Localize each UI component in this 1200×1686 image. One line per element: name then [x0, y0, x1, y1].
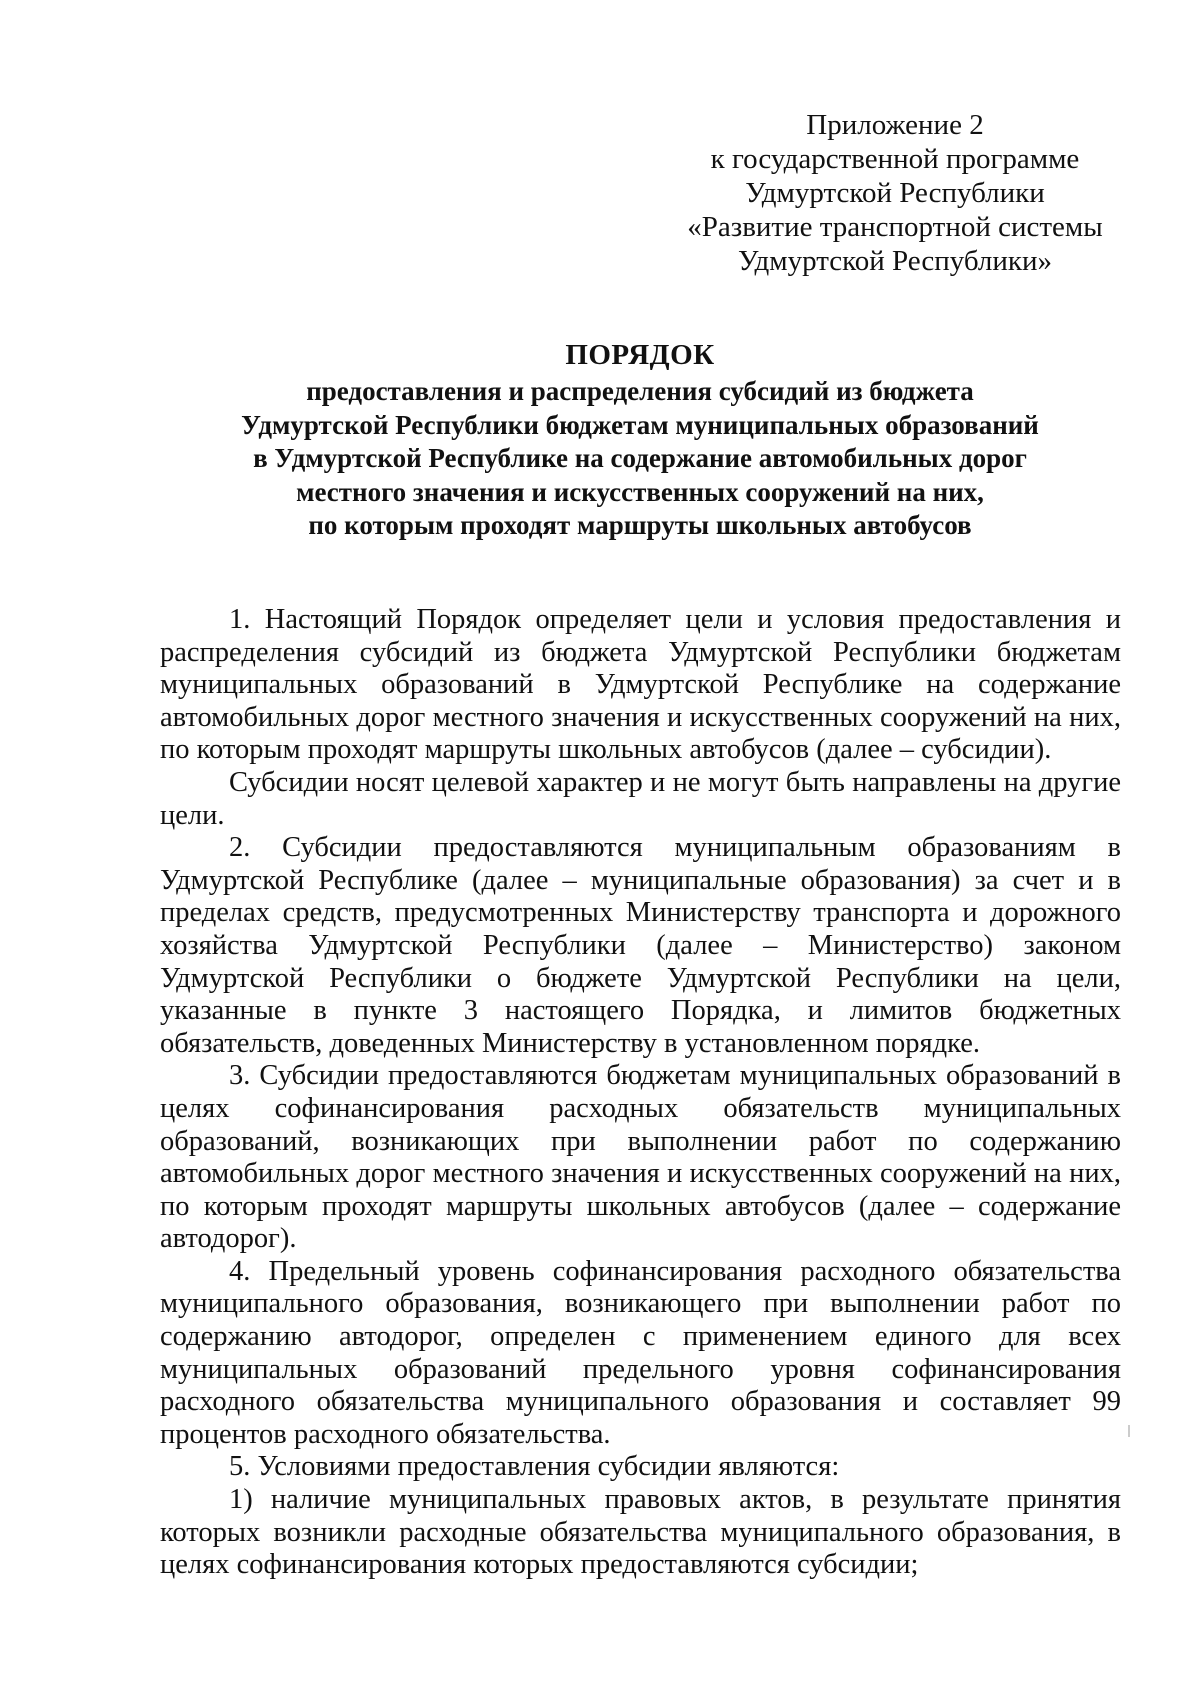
- appendix-line: к государственной программе: [710, 143, 1080, 175]
- document-body: [160, 604, 1121, 1582]
- appendix-line: Удмуртской Республики»: [738, 245, 1052, 277]
- document-subtitle: [160, 375, 1120, 543]
- subtitle-line: по которым проходят маршруты школьных автобусов: [308, 510, 972, 540]
- paragraph-5-item-1: 1) наличие муниципальных правовых актов, в результате принятия которых возникли расходные обязательства муниципального образования, в целях софинансирования которых предоставляются субсидии;: [160, 1484, 1121, 1581]
- document-title: ПОРЯДОК: [565, 339, 715, 371]
- scan-artifact: [1128, 1425, 1130, 1437]
- appendix-header: [680, 108, 1110, 278]
- paragraph-4: 4. Предельный уровень софинансирования расходного обязательства муниципального образования, возникающего при выполнении работ по содержанию автодорог, определен с применением единого для всех муниципальных образований предельного уровня софинансирования расходного обязательства муниципального образования и составляет 99 процентов расходного обязательства.: [160, 1255, 1121, 1450]
- paragraph-5: 5. Условиями предоставления субсидии являются:: [229, 1451, 840, 1483]
- appendix-line: Удмуртской Республики: [745, 177, 1045, 209]
- paragraph-1-continued: Субсидии носят целевой характер и не могут быть направлены на другие цели.: [160, 766, 1121, 831]
- appendix-line: «Развитие транспортной системы: [687, 211, 1103, 243]
- title-block: [160, 337, 1120, 543]
- appendix-line: Приложение 2: [806, 109, 984, 141]
- subtitle-line: в Удмуртской Республике на содержание автомобильных дорог: [253, 443, 1027, 473]
- subtitle-line: предоставления и распределения субсидий из бюджета: [306, 376, 974, 406]
- subtitle-line: Удмуртской Республики бюджетам муниципальных образований: [241, 409, 1039, 440]
- subtitle-line: местного значения и искусственных сооружений на них,: [296, 476, 984, 507]
- paragraph-2: 2. Субсидии предоставляются муниципальным образованиям в Удмуртской Республике (далее – муниципальные образования) за счет и в пределах средств, предусмотренных Министерству транспорта и дорожного хозяйства Удмуртской Республики (далее – Министерство) законом Удмуртской Республики о бюджете Удмуртской Республики на цели, указанные в пункте 3 настоящего Порядка, и лимитов бюджетных обязательств, доведенных Министерству в установленном порядке.: [160, 832, 1121, 1059]
- paragraph-3: 3. Субсидии предоставляются бюджетам муниципальных образований в целях софинансирования расходных обязательств муниципальных образований, возникающих при выполнении работ по содержанию автомобильных дорог местного значения и искусственных сооружений на них, по которым проходят маршруты школьных автобусов (далее – содержание автодорог).: [160, 1060, 1121, 1255]
- paragraph-1: 1. Настоящий Порядок определяет цели и условия предоставления и распределения субсидий из бюджета Удмуртской Республики бюджетам муниципальных образований в Удмуртской Республике на содержание автомобильных дорог местного значения и искусственных сооружений на них, по которым проходят маршруты школьных автобусов (далее – субсидии).: [160, 604, 1121, 766]
